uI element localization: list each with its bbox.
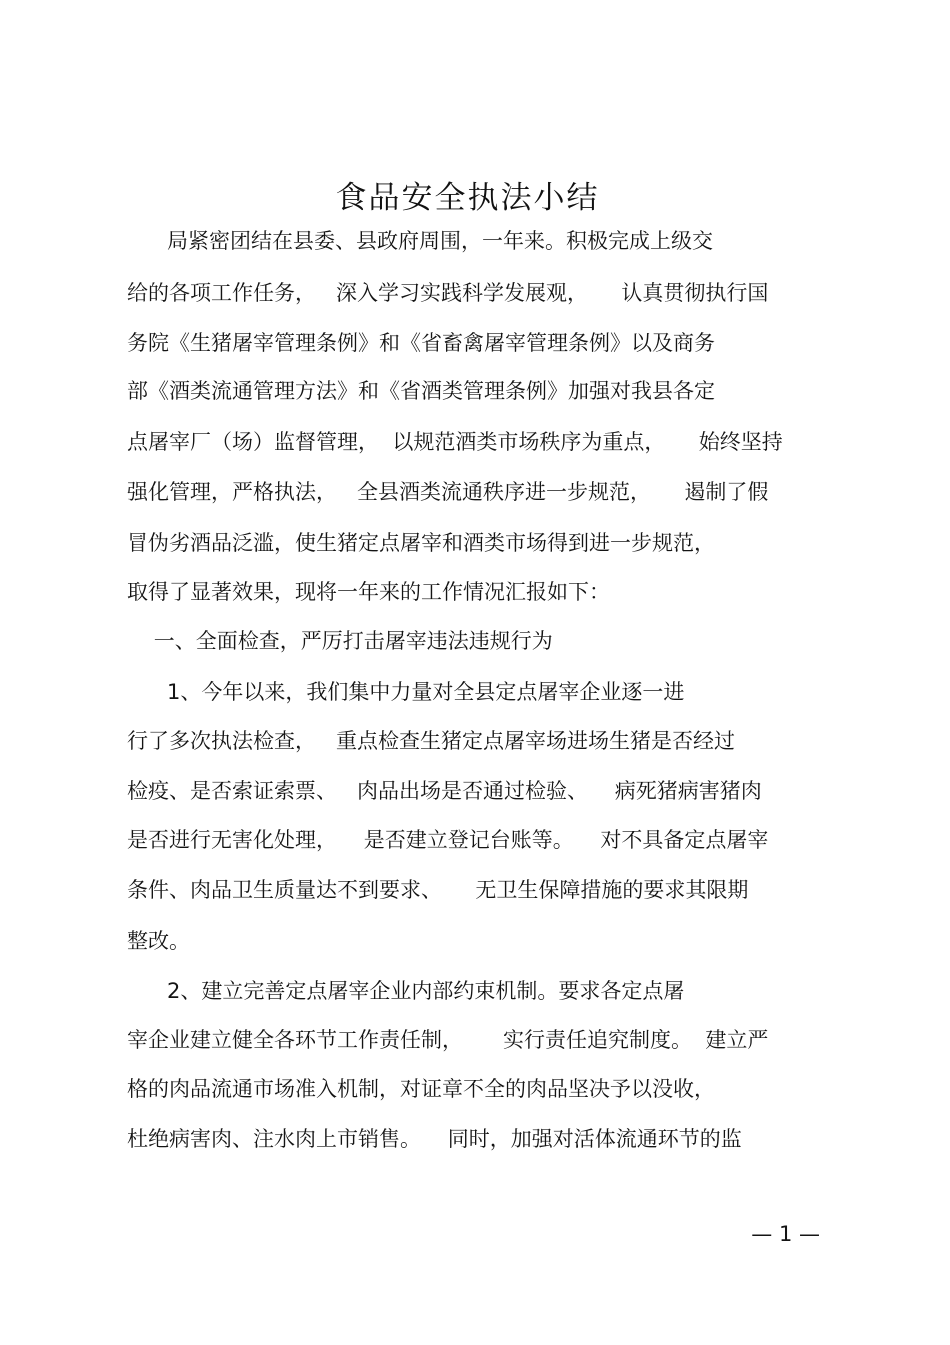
paragraph-line: 强化管理，严格执法， 全县酒类流通秩序进一步规范， 遏制了假	[127, 480, 769, 504]
paragraph-line: 整改。	[127, 929, 190, 953]
paragraph-line: 1、今年以来，我们集中力量对全县定点屠宰企业逐一进	[127, 680, 685, 704]
paragraph-line: 务院《生猪屠宰管理条例》和《省畜禽屠宰管理条例》以及商务	[127, 331, 715, 355]
document-title: 食品安全执法小结	[335, 180, 600, 216]
paragraph-line: 是否进行无害化处理， 是否建立登记台账等。 对不具备定点屠宰	[127, 828, 769, 852]
paragraph-line: 行了多次执法检查， 重点检查生猪定点屠宰场进场生猪是否经过	[127, 729, 736, 753]
paragraph-line: 条件、肉品卫生质量达不到要求、 无卫生保障措施的要求其限期	[127, 878, 749, 902]
paragraph-line: 点屠宰厂（场）监督管理， 以规范酒类市场秩序为重点， 始终坚持	[127, 430, 783, 454]
page-number: — 1 —	[751, 1222, 820, 1246]
paragraph-line: 取得了显著效果，现将一年来的工作情况汇报如下：	[127, 580, 610, 604]
paragraph-line: 2、建立完善定点屠宰企业内部约束机制。要求各定点屠	[127, 979, 685, 1003]
paragraph-line: 宰企业建立健全各环节工作责任制， 实行责任追究制度。 建立严	[127, 1028, 769, 1052]
paragraph-line: 杜绝病害肉、注水肉上市销售。 同时，加强对活体流通环节的监	[127, 1127, 742, 1151]
paragraph-line: 部《酒类流通管理方法》和《省酒类管理条例》加强对我县各定	[127, 379, 715, 403]
paragraph-line: 给的各项工作任务， 深入学习实践科学发展观， 认真贯彻执行国	[127, 281, 769, 305]
paragraph-line: 检疫、是否索证索票、 肉品出场是否通过检验、 病死猪病害猪肉	[127, 779, 762, 803]
paragraph-line: 局紧密团结在县委、县政府周围，一年来。积极完成上级交	[127, 229, 714, 253]
paragraph-line: 冒伪劣酒品泛滥，使生猪定点屠宰和酒类市场得到进一步规范，	[127, 531, 715, 555]
section-heading: 一、全面检查，严厉打击屠宰违法违规行为	[127, 629, 553, 653]
paragraph-line: 格的肉品流通市场准入机制，对证章不全的肉品坚决予以没收，	[127, 1077, 715, 1101]
